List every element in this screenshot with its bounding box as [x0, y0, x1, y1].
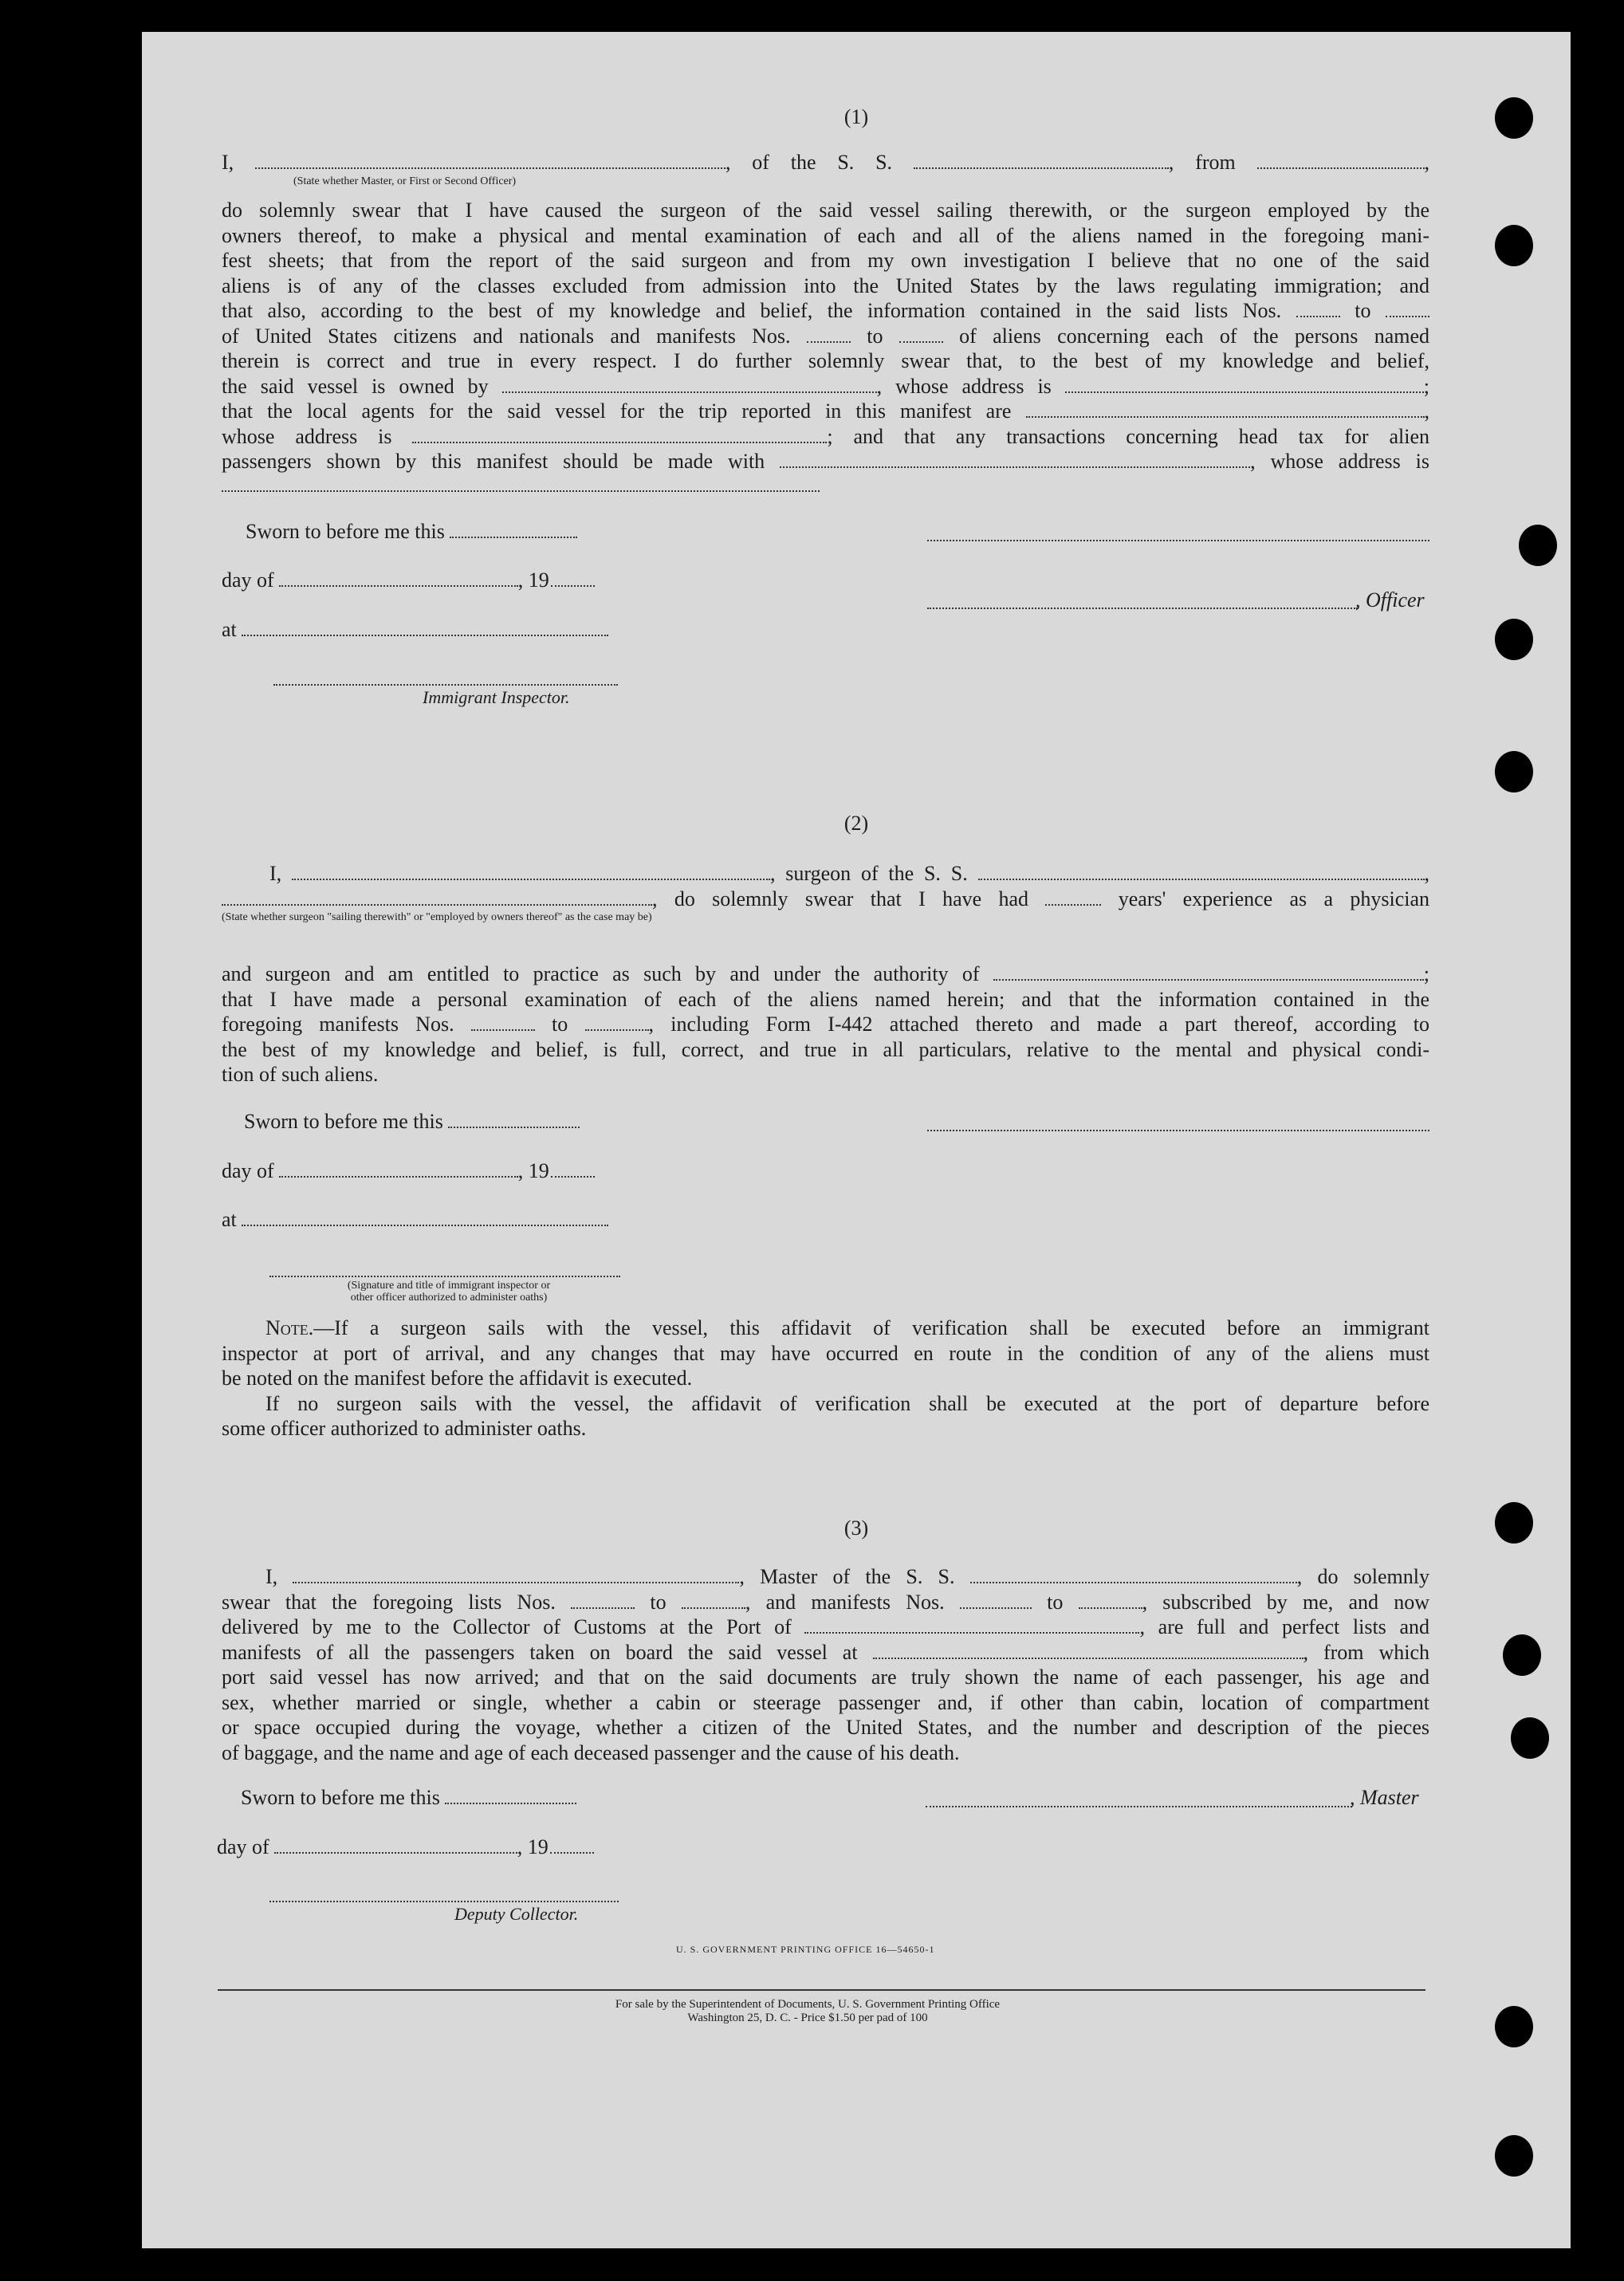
s3-ship-name-field[interactable] — [970, 1567, 1297, 1583]
s3-from-which-label: , from which — [1303, 1640, 1429, 1664]
s2-sworn-date-field[interactable] — [448, 1112, 580, 1128]
gpo-imprint: U. S. GOVERNMENT PRINTING OFFICE 16—54650-1 — [676, 1944, 935, 1955]
s1-at-line — [222, 618, 608, 642]
s2-line-2 — [222, 887, 1429, 912]
s1-sworn-label: Sworn to before me this — [246, 520, 445, 543]
s1-lists-from-field[interactable] — [1296, 301, 1340, 317]
s3-manifests-to-field[interactable] — [1079, 1593, 1142, 1609]
s3-to-label-2: to — [1047, 1590, 1064, 1614]
sale-line-1: For sale by the Superintendent of Documents, U. S. Government Printing Office — [615, 1998, 1001, 2011]
s2-semicolon: ; — [1423, 962, 1430, 985]
s2-body-line: that I have made a personal examination of each of the aliens named herein; and that the information contained in the — [222, 987, 1429, 1011]
s2-day-line — [222, 1159, 595, 1183]
section-2-number: (2) — [843, 812, 869, 835]
s1-day-field[interactable] — [279, 571, 518, 587]
s1-officer-label: , Officer — [1355, 588, 1425, 612]
s1-agents-field[interactable] — [1026, 402, 1425, 418]
s3-body-line: of baggage, and the name and age of each deceased passenger and the cause of his death. — [222, 1740, 960, 1764]
s1-head-tax-line — [222, 449, 1429, 474]
s2-manifests-to-field[interactable] — [585, 1015, 649, 1031]
s2-at-label: at — [222, 1208, 237, 1231]
s2-surgeon-name-field[interactable] — [292, 864, 770, 880]
s1-officer-name-field[interactable] — [255, 153, 725, 169]
s2-note-line-3: be noted on the manifest before the affidavit is executed. — [222, 1367, 693, 1390]
s3-line-4 — [222, 1640, 1429, 1666]
s1-head-tax-address-field[interactable] — [222, 476, 820, 492]
s2-sworn-label: Sworn to before me this — [244, 1110, 443, 1133]
s2-authority-line — [222, 962, 1429, 987]
s2-sig-caption-2: other officer authorized to administer oaths) — [350, 1292, 548, 1304]
s1-inspector-signature-field[interactable] — [273, 684, 618, 686]
s3-body-line: sex, whether married or single, whether a cabin or steerage passenger and, if other than cabin, location of compartment — [222, 1690, 1429, 1714]
s2-signature-caption — [261, 1280, 636, 1304]
s3-sworn-line — [241, 1786, 576, 1810]
s3-to-label: to — [650, 1590, 667, 1614]
s2-day-label: day of — [222, 1159, 274, 1182]
s2-comma: , — [1424, 862, 1430, 885]
s1-from-field[interactable] — [1257, 153, 1425, 169]
punch-hole — [1495, 751, 1533, 792]
s3-boarded-label: manifests of all the passengers taken on board the said vessel at — [222, 1640, 858, 1664]
s1-sworn-date-field[interactable] — [450, 522, 577, 538]
s1-officer-signature-field[interactable] — [927, 540, 1429, 541]
s1-head-tax-address-label: , whose address is — [1250, 450, 1430, 473]
s1-day-label: day of — [222, 568, 274, 592]
s3-day-field[interactable] — [274, 1838, 517, 1854]
punch-hole — [1495, 2135, 1533, 2177]
section-1-body — [222, 198, 1429, 492]
s1-owner-field[interactable] — [502, 377, 877, 393]
s1-to-label: to — [1355, 299, 1371, 322]
s2-body-line: tion of such aliens. — [222, 1063, 379, 1086]
punch-hole — [1495, 225, 1533, 266]
punch-hole — [1495, 97, 1533, 139]
s2-swear-label: , do solemnly swear that I have had — [652, 887, 1029, 910]
punch-hole — [1511, 1717, 1549, 1759]
s1-manifests-tail: of aliens concerning each of the persons named — [959, 324, 1429, 348]
s3-day-label: day of — [217, 1835, 269, 1858]
s2-manifests-label: foregoing manifests Nos. — [222, 1013, 454, 1036]
s2-sig-caption-1: (Signature and title of immigrant inspector or — [347, 1280, 551, 1292]
s2-year-field[interactable] — [551, 1162, 595, 1178]
s3-line-2 — [222, 1590, 1429, 1615]
s2-note-text-1: —If a surgeon sails with the vessel, this affidavit of verification shall be executed before an immigrant — [313, 1316, 1429, 1339]
s1-head-tax-text: ; and that any transactions concerning head tax for alien — [827, 424, 1429, 448]
s2-to-label: to — [552, 1013, 568, 1036]
s3-body-line: port said vessel has now arrived; and that on the said documents are truly shown the name of each passenger, his age and — [222, 1666, 1429, 1689]
s3-manifests-label: , and manifests Nos. — [745, 1590, 945, 1614]
section-1-header-line — [222, 150, 1429, 188]
s2-years-field[interactable] — [1045, 890, 1101, 906]
s1-agents-address-line — [222, 424, 1429, 450]
sale-line-2: Washington 25, D. C. - Price $1.50 per pad of 100 — [687, 2012, 928, 2024]
s1-officer-title-field[interactable] — [927, 608, 1358, 609]
s1-at-field[interactable] — [242, 620, 608, 636]
s3-day-line — [217, 1835, 594, 1859]
s1-body-line: therein is correct and true in every respect. I do further solemnly swear that, to the best of my knowledge and belief, — [222, 349, 1429, 372]
s1-body-line: owners thereof, to make a physical and mental examination of each and all of the aliens named in the foregoing mani- — [222, 223, 1429, 247]
s2-at-field[interactable] — [242, 1210, 608, 1226]
s1-sworn-line — [246, 520, 577, 544]
s1-owner-address-label: , whose address is — [876, 374, 1052, 398]
s3-deputy-label: Deputy Collector. — [454, 1904, 579, 1924]
s2-i-label: I, — [269, 862, 282, 885]
s1-body-line: do solemnly swear that I have caused the surgeon of the said vessel sailing therewith, or the surgeon employed by the — [222, 199, 1429, 222]
s1-year-label: , 19 — [517, 568, 549, 592]
s2-ship-label: , surgeon of the S. S. — [769, 862, 968, 885]
s3-line-3 — [222, 1614, 1429, 1640]
s2-inspector-signature-field[interactable] — [269, 1276, 620, 1277]
s2-manifests-from-field[interactable] — [471, 1015, 535, 1031]
s1-ship-name-field[interactable] — [914, 153, 1169, 169]
s2-form-text: , including Form I-442 attached thereto and made a part thereof, according to — [648, 1013, 1430, 1036]
s1-body-line-lists — [222, 298, 1429, 324]
punch-hole — [1503, 1634, 1541, 1676]
s3-manifests-from-field[interactable] — [960, 1593, 1032, 1609]
s2-line-1 — [222, 861, 1429, 887]
s3-lists-from-field[interactable] — [571, 1593, 635, 1609]
s3-lists-label: swear that the foregoing lists Nos. — [222, 1590, 556, 1614]
section-3-body — [222, 1564, 1429, 1765]
s3-sworn-date-field[interactable] — [445, 1788, 576, 1804]
s1-ship-label: , of the S. S. — [725, 151, 893, 174]
s1-semicolon: ; — [1423, 374, 1429, 398]
s1-lists-to-field[interactable] — [1386, 301, 1429, 317]
s3-master-label: , Master — [1350, 1786, 1419, 1809]
s1-officer-caption: (State whether Master, or First or Second Officer) — [293, 175, 517, 187]
s3-line-1 — [222, 1564, 1429, 1590]
s2-note-label: Note. — [265, 1316, 314, 1339]
s3-i-label: I, — [265, 1565, 278, 1588]
punch-hole — [1495, 619, 1533, 660]
s2-note-line-2: inspector at port of arrival, and any changes that may have occurred en route in the condition of any of the aliens must — [222, 1341, 1429, 1365]
s3-subscribed-label: , subscribed by me, and now — [1142, 1590, 1430, 1614]
s1-manifests-from-field[interactable] — [807, 327, 851, 343]
s1-owner-line — [222, 374, 1429, 399]
form-sheet — [142, 32, 1571, 2248]
sale-notice — [588, 1998, 1027, 2025]
s3-port-label: delivered by me to the Collector of Customs at the Port of — [222, 1615, 792, 1638]
s2-years-label: years' experience as a physician — [1118, 887, 1430, 910]
s3-departure-port-field[interactable] — [873, 1643, 1304, 1659]
s3-master-name-field[interactable] — [293, 1567, 739, 1583]
s1-agents-label: that the local agents for the said vessel for the trip reported in this manifest are — [222, 399, 1012, 423]
s2-manifests-line — [222, 1012, 1429, 1037]
s1-lists-text: that also, according to the best of my knowledge and belief, the information contained in the said lists Nos. — [222, 299, 1282, 322]
s1-inspector-label: Immigrant Inspector. — [423, 687, 570, 707]
s2-body-line: the best of my knowledge and belief, is full, correct, and true in all particulars, relative to the mental and physical condi- — [222, 1037, 1429, 1061]
s1-year-field[interactable] — [551, 571, 595, 587]
s2-authority-label: and surgeon and am entitled to practice as such by and under the authority of — [222, 962, 980, 985]
punch-hole — [1495, 2006, 1533, 2047]
s2-note-line-5: some officer authorized to administer oaths. — [222, 1417, 587, 1440]
s1-head-tax-label: passengers shown by this manifest should be made with — [222, 450, 765, 473]
s3-ship-label: , Master of the S. S. — [739, 1565, 955, 1588]
s1-i-label: I, — [222, 151, 234, 174]
s3-master-signature-field[interactable] — [926, 1806, 1352, 1807]
s1-at-label: at — [222, 618, 237, 641]
s1-owner-address-field[interactable] — [1065, 377, 1424, 393]
s3-year-field[interactable] — [550, 1838, 594, 1854]
s1-manifests-text: of United States citizens and nationals and manifests Nos. — [222, 324, 791, 348]
section-2-note — [222, 1316, 1429, 1441]
section-2-body — [222, 962, 1429, 1087]
s1-owner-label: the said vessel is owned by — [222, 374, 489, 398]
s3-full-lists-label: , are full and perfect lists and — [1139, 1615, 1429, 1638]
s2-at-line — [222, 1208, 608, 1232]
s1-agents-address-label: whose address is — [222, 424, 392, 448]
s1-agents-address-field[interactable] — [412, 427, 827, 443]
s3-sworn-label: Sworn to before me this — [241, 1786, 440, 1809]
punch-hole — [1495, 1502, 1533, 1544]
s2-year-label: , 19 — [517, 1159, 549, 1182]
s1-day-line — [222, 568, 595, 592]
s2-authority-field[interactable] — [993, 965, 1424, 981]
s2-surgeon-signature-field[interactable] — [927, 1130, 1429, 1131]
s1-head-tax-field[interactable] — [780, 452, 1250, 468]
s1-from-label: , from — [1168, 151, 1236, 174]
section-1-number: (1) — [843, 105, 869, 128]
s1-agents-line — [222, 399, 1429, 424]
section-2-header — [222, 861, 1429, 924]
s1-comma: , — [1424, 151, 1430, 174]
s1-comma-2: , — [1424, 399, 1430, 423]
s2-ship-name-field[interactable] — [978, 864, 1425, 880]
s1-manifests-to-field[interactable] — [899, 327, 943, 343]
s1-body-line: fest sheets; that from the report of the said surgeon and from my own investigation I believe that no one of the said — [222, 249, 1429, 272]
s1-body-line-manifests — [222, 324, 1429, 349]
s2-sworn-line — [244, 1110, 580, 1134]
s3-port-field[interactable] — [804, 1618, 1139, 1634]
s3-body-line: or space occupied during the voyage, whether a citizen of the United States, and the number and description of the pieces — [222, 1716, 1429, 1739]
s2-day-field[interactable] — [279, 1162, 518, 1178]
s2-surgeon-status-field[interactable] — [222, 890, 652, 906]
footer-divider — [218, 1989, 1425, 1991]
section-3-number: (3) — [843, 1516, 869, 1540]
s3-swear-label: , do solemnly — [1296, 1565, 1429, 1588]
s3-lists-to-field[interactable] — [682, 1593, 745, 1609]
s2-note-line-1 — [222, 1316, 1429, 1341]
s1-body-line: aliens is of any of the classes excluded from admission into the United States by the laws regulating immigration; and — [222, 273, 1429, 297]
punch-hole — [1519, 525, 1557, 566]
s3-year-label: , 19 — [517, 1835, 549, 1858]
s3-deputy-signature-field[interactable] — [269, 1901, 619, 1902]
s2-status-caption: (State whether surgeon "sailing therewith" or "employed by owners thereof" as the case may be) — [222, 911, 652, 923]
s2-note-line-4: If no surgeon sails with the vessel, the affidavit of verification shall be executed at the port of departure before — [265, 1391, 1429, 1415]
s1-to-label-2: to — [867, 324, 883, 348]
